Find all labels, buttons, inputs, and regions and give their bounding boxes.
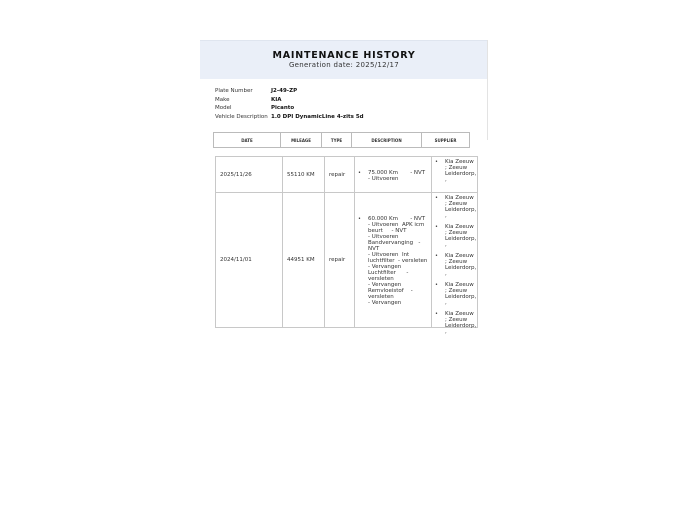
cell-supplier: [432, 193, 477, 335]
make-label: Make: [215, 96, 230, 103]
cell-mileage: 44951 KM: [283, 193, 325, 327]
title-band: [200, 40, 488, 79]
page-edge: [487, 40, 488, 140]
header-date: DATE: [214, 133, 281, 147]
header-supplier: SUPPLIER: [434, 137, 457, 143]
cell-type: repair: [325, 193, 355, 327]
supplier-item: • Kia Zeeuw ; Zeeuw Leiderdorp, ,: [445, 311, 476, 335]
maintenance-table: [215, 156, 478, 335]
plate-label: Plate Number: [215, 88, 253, 94]
description-item: • 60.000 Km - NVT - Uitvoeren APK icm beurt - NVT - Uitvoeren Bandvervanging - NVT - Uitvoeren Int luchtfilter - versleten - Vervangen Luchtfilter - versleten - Vervangen Remvloeistof - versleten - Vervangen: [368, 216, 427, 306]
header-mileage: MILEAGE: [281, 133, 322, 147]
header-description: DESCRIPTION: [352, 133, 422, 147]
cell-description: [355, 193, 432, 327]
supplier-item: • Kia Zeeuw ; Zeeuw Leiderdorp, ,: [445, 195, 476, 219]
report-title: MAINTENANCE HISTORY: [272, 50, 416, 61]
table-header: [213, 132, 470, 148]
make-value: KIA: [271, 96, 282, 103]
plate-value: J2-49-ZP: [271, 88, 298, 94]
header-type: TYPE: [322, 133, 352, 147]
model-row: [215, 104, 364, 113]
cell-type: repair: [325, 157, 355, 192]
table-row: [216, 157, 477, 193]
description-list: [355, 168, 425, 182]
cell-mileage: 55110 KM: [283, 157, 325, 192]
supplier-list: [432, 157, 476, 183]
generation-date: Generation date: 2025/12/17: [288, 61, 400, 69]
model-value: Picanto: [271, 105, 295, 111]
description-item: • 75.000 Km - NVT - Uitvoeren: [368, 170, 425, 182]
supplier-list: [432, 193, 476, 335]
description-value: 1.0 DPI DynamicLine 4-zits 5d: [271, 113, 364, 120]
model-label: Model: [215, 105, 232, 111]
cell-date: 2024/11/01: [216, 193, 283, 327]
supplier-item: • Kia Zeeuw ; Zeeuw Leiderdorp, ,: [445, 282, 476, 306]
cell-description: [355, 157, 432, 192]
description-label: Vehicle Description: [215, 113, 268, 120]
plate-row: [215, 87, 364, 96]
cell-supplier: [432, 157, 477, 192]
supplier-item: • Kia Zeeuw ; Zeeuw Leiderdorp, ,: [445, 159, 476, 183]
vehicle-info: [215, 87, 364, 121]
cell-date: 2025/11/26: [216, 157, 283, 192]
description-list: [355, 214, 427, 306]
description-row: [215, 113, 364, 122]
report-page: [200, 40, 488, 440]
supplier-item: • Kia Zeeuw ; Zeeuw Leiderdorp, ,: [445, 224, 476, 248]
make-row: [215, 96, 364, 105]
table-row: [216, 193, 477, 335]
supplier-item: • Kia Zeeuw ; Zeeuw Leiderdorp, ,: [445, 253, 476, 277]
